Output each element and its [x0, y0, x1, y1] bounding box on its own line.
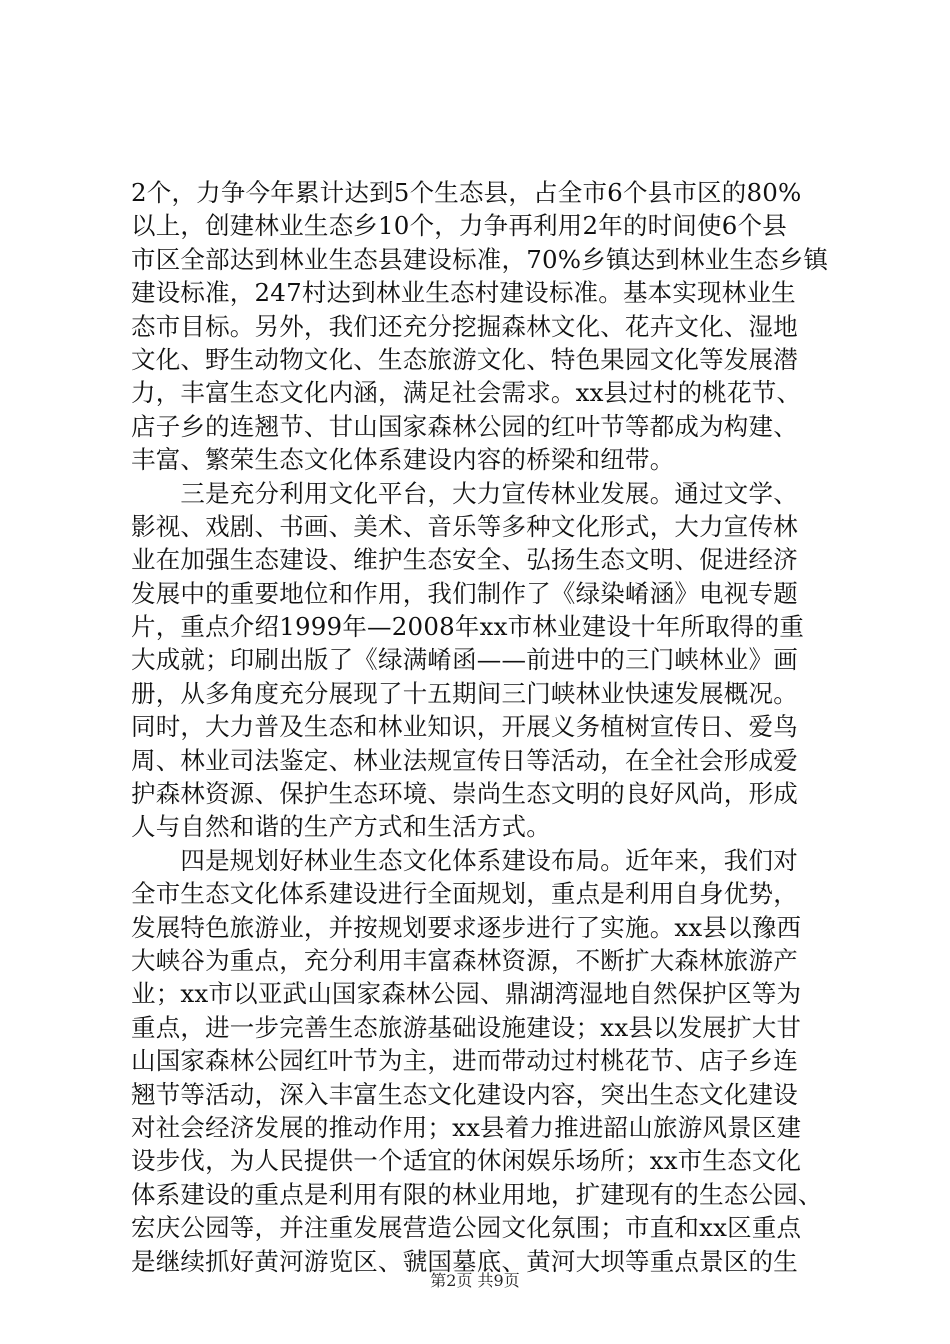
text-line: 册，从多角度充分展现了十五期间三门峡林业快速发展概况。	[131, 678, 798, 708]
text-line: 以上，创建林业生态乡10个，力争再利用2年的时间使6个县	[131, 211, 787, 241]
text-line: 业；xx市以亚武山国家森林公园、鼎湖湾湿地自然保护区等为	[131, 979, 802, 1009]
text-line: 文化、野生动物文化、生态旅游文化、特色果园文化等发展潜	[131, 344, 798, 374]
text-line: 同时，大力普及生态和林业知识，开展义务植树宣传日、爱鸟	[131, 712, 798, 742]
page-number: 第2页 共9页	[430, 1271, 520, 1290]
body-text	[131, 176, 831, 1278]
text-line: 体系建设的重点是利用有限的林业用地，扩建现有的生态公园、	[131, 1179, 823, 1209]
page-footer	[0, 1271, 950, 1291]
text-line: 大成就；印刷出版了《绿满崤函——前进中的三门峡林业》画	[131, 645, 798, 675]
text-line: 三是充分利用文化平台，大力宣传林业发展。通过文学、	[131, 478, 798, 508]
text-line: 设步伐，为人民提供一个适宜的休闲娱乐场所；xx市生态文化	[131, 1146, 802, 1176]
text-line: 市区全部达到林业生态县建设标准，70%乡镇达到林业生态乡镇	[131, 244, 829, 274]
text-line: 发展特色旅游业，并按规划要求逐步进行了实施。xx县以豫西	[131, 912, 802, 942]
text-line: 大峡谷为重点，充分利用丰富森林资源，不断扩大森林旅游产	[131, 945, 798, 975]
text-line: 对社会经济发展的推动作用；xx县着力推进韶山旅游风景区建	[131, 1112, 802, 1142]
text-line: 影视、戏剧、书画、美术、音乐等多种文化形式，大力宣传林	[131, 511, 798, 541]
text-line: 是继续抓好黄河游览区、虢国墓底、黄河大坝等重点景区的生	[131, 1246, 798, 1276]
text-line: 重点，进一步完善生态旅游基础设施建设；xx县以发展扩大甘	[131, 1012, 802, 1042]
text-line: 店子乡的连翘节、甘山国家森林公园的红叶节等都成为构建、	[131, 411, 798, 441]
text-line: 护森林资源、保护生态环境、崇尚生态文明的良好风尚，形成	[131, 779, 798, 809]
text-line: 力，丰富生态文化内涵，满足社会需求。xx县过村的桃花节、	[131, 378, 802, 408]
text-line: 态市目标。另外，我们还充分挖掘森林文化、花卉文化、湿地	[131, 311, 798, 341]
text-line: 2个，力争今年累计达到5个生态县，占全市6个县市区的80%	[131, 178, 802, 207]
text-line: 业在加强生态建设、维护生态安全、弘扬生态文明、促进经济	[131, 545, 798, 575]
text-line: 周、林业司法鉴定、林业法规宣传日等活动，在全社会形成爱	[131, 745, 798, 775]
text-line: 丰富、繁荣生态文化体系建设内容的桥梁和纽带。	[131, 445, 675, 475]
text-line: 建设标准，247村达到林业生态村建设标准。基本实现林业生	[131, 278, 796, 308]
text-line: 全市生态文化体系建设进行全面规划，重点是利用自身优势，	[131, 879, 798, 909]
text-line: 发展中的重要地位和作用，我们制作了《绿染崤涵》电视专题	[131, 578, 798, 608]
text-line: 山国家森林公园红叶节为主，进而带动过村桃花节、店子乡连	[131, 1046, 798, 1076]
text-line: 人与自然和谐的生产方式和生活方式。	[131, 812, 551, 842]
text-line: 宏庆公园等，并注重发展营造公园文化氛围；市直和xx区重点	[131, 1213, 802, 1243]
text-line: 翘节等活动，深入丰富生态文化建设内容，突出生态文化建设	[131, 1079, 798, 1109]
text-line: 片，重点介绍1999年—2008年xx市林业建设十年所取得的重	[131, 612, 805, 642]
text-line: 四是规划好林业生态文化体系建设布局。近年来，我们对	[131, 845, 798, 875]
